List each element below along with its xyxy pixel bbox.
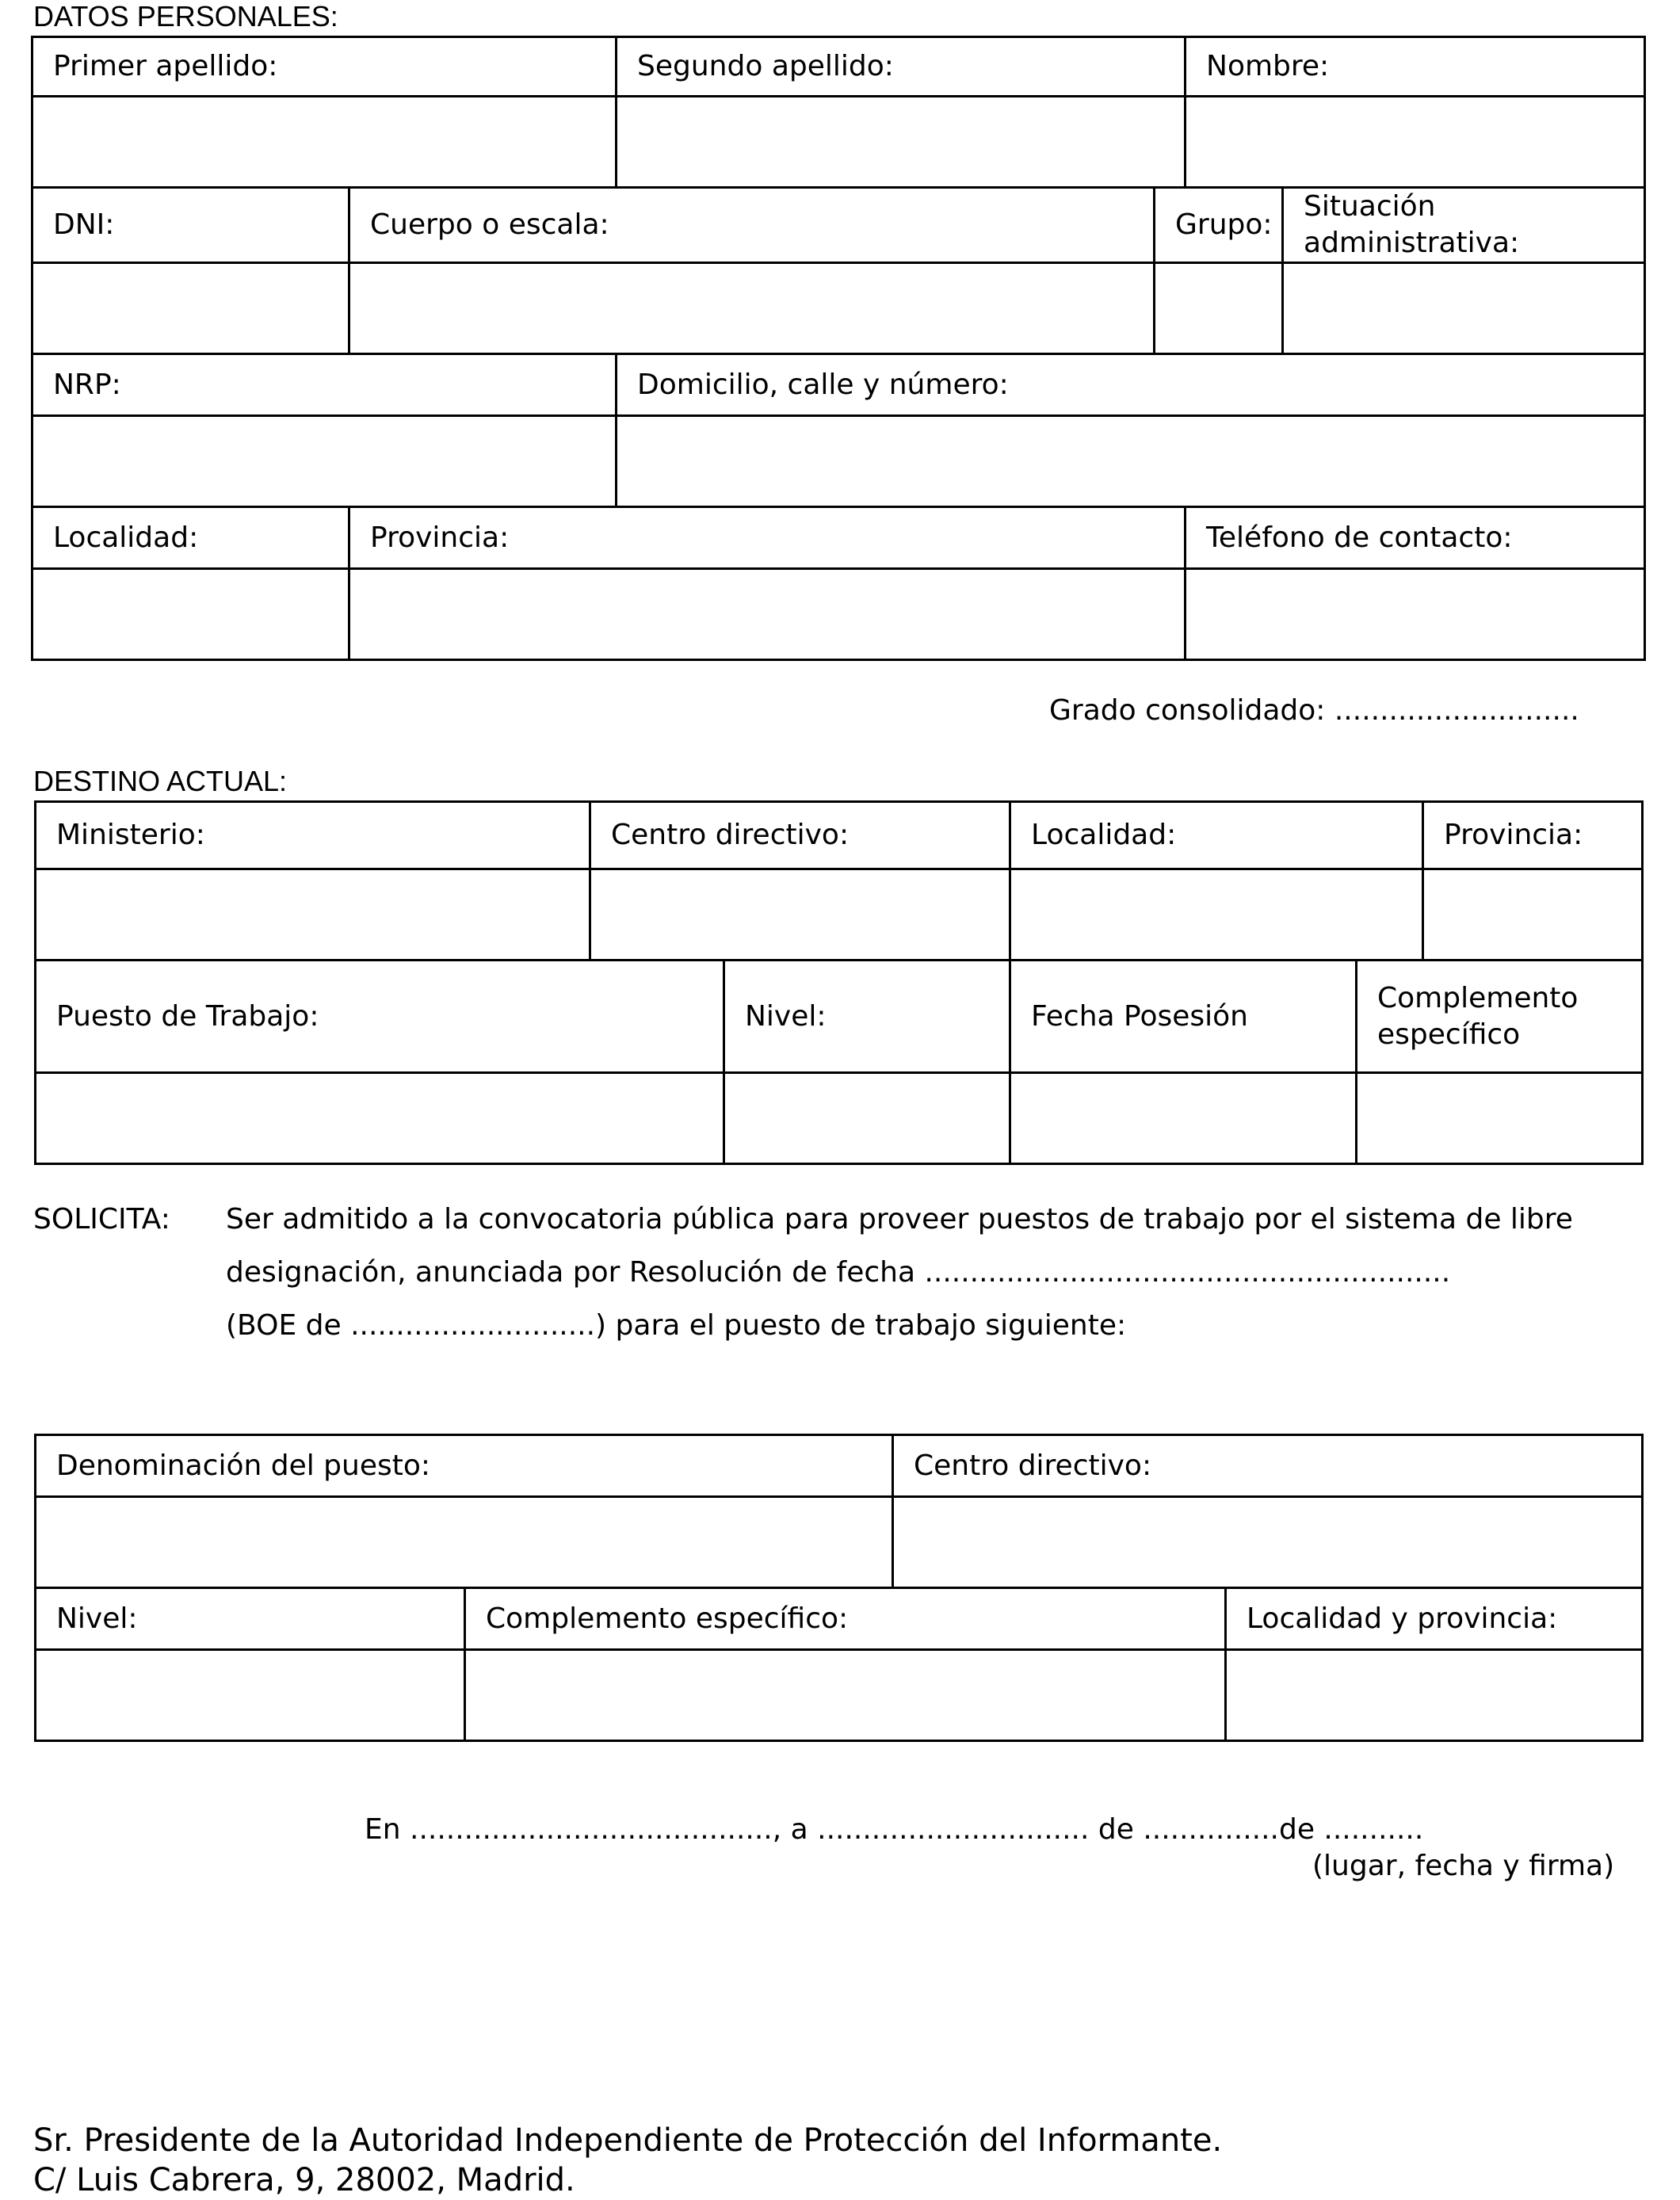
fecha-posesion-label: Fecha Posesión: [1010, 961, 1357, 1073]
localidad-provincia-label: Localidad y provincia:: [1226, 1588, 1643, 1650]
destino-actual-table: [34, 800, 1644, 1165]
segundo-apellido-label: Segundo apellido:: [617, 37, 1186, 97]
puesto-solicitado-table: [34, 1434, 1644, 1742]
provincia-actual-field[interactable]: [1423, 869, 1643, 961]
segundo-apellido-field[interactable]: [617, 97, 1186, 188]
denominacion-puesto-field[interactable]: [36, 1497, 893, 1588]
nivel-solicitado-label: Nivel:: [36, 1588, 465, 1650]
puesto-trabajo-field[interactable]: [36, 1073, 724, 1164]
localidad-actual-field[interactable]: [1010, 869, 1423, 961]
localidad-field[interactable]: [32, 569, 349, 660]
solicita-line-1: Ser admitido a la convocatoria pública para proveer puestos de trabajo por el sistema de libre: [226, 1203, 1573, 1236]
localidad-label: Localidad:: [32, 507, 349, 569]
nivel-actual-label: Nivel:: [724, 961, 1010, 1073]
dni-label: DNI:: [32, 188, 349, 263]
provincia-actual-label: Provincia:: [1423, 802, 1643, 869]
localidad-actual-label: Localidad:: [1010, 802, 1423, 869]
cuerpo-escala-label: Cuerpo o escala:: [349, 188, 1155, 263]
centro-directivo-solicitado-field[interactable]: [893, 1497, 1643, 1588]
centro-directivo-label: Centro directivo:: [590, 802, 1010, 869]
situacion-administrativa-field[interactable]: [1283, 263, 1645, 354]
telefono-field[interactable]: [1186, 569, 1645, 660]
nivel-solicitado-field[interactable]: [36, 1650, 465, 1741]
destino-actual-title: DESTINO ACTUAL:: [33, 765, 288, 797]
provincia-field[interactable]: [349, 569, 1186, 660]
footer-line-1: Sr. Presidente de la Autoridad Independiente de Protección del Informante.: [33, 2122, 1223, 2159]
cuerpo-escala-field[interactable]: [349, 263, 1155, 354]
complemento-solicitado-label: Complemento específico:: [465, 1588, 1226, 1650]
nombre-field[interactable]: [1186, 97, 1645, 188]
firma-line: En ........................................, a .............................. de ...............de ...........: [365, 1813, 1424, 1846]
ministerio-field[interactable]: [36, 869, 590, 961]
denominacion-puesto-label: Denominación del puesto:: [36, 1435, 893, 1497]
centro-directivo-field[interactable]: [590, 869, 1010, 961]
puesto-trabajo-label: Puesto de Trabajo:: [36, 961, 724, 1073]
primer-apellido-label: Primer apellido:: [32, 37, 617, 97]
situacion-administrativa-label: Situación administrativa:: [1283, 188, 1645, 263]
solicita-line-3: (BOE de ...........................) para el puesto de trabajo siguiente:: [226, 1309, 1127, 1342]
fecha-posesion-field[interactable]: [1010, 1073, 1357, 1164]
provincia-label: Provincia:: [349, 507, 1186, 569]
footer-line-2: C/ Luis Cabrera, 9, 28002, Madrid.: [33, 2162, 575, 2198]
telefono-label: Teléfono de contacto:: [1186, 507, 1645, 569]
nombre-label: Nombre:: [1186, 37, 1645, 97]
solicita-label: SOLICITA:: [33, 1203, 170, 1236]
domicilio-label: Domicilio, calle y número:: [617, 354, 1645, 416]
datos-personales-title: DATOS PERSONALES:: [33, 0, 338, 32]
nrp-field[interactable]: [32, 416, 617, 507]
grupo-label: Grupo:: [1155, 188, 1283, 263]
complemento-actual-label: Complemento específico: [1357, 961, 1643, 1073]
nivel-actual-field[interactable]: [724, 1073, 1010, 1164]
grado-consolidado: Grado consolidado: ...........................: [1049, 694, 1579, 727]
datos-personales-table: [31, 36, 1646, 661]
domicilio-field[interactable]: [617, 416, 1645, 507]
centro-directivo-solicitado-label: Centro directivo:: [893, 1435, 1643, 1497]
nrp-label: NRP:: [32, 354, 617, 416]
solicita-line-2: designación, anunciada por Resolución de fecha ..........................................................: [226, 1256, 1451, 1289]
complemento-solicitado-field[interactable]: [465, 1650, 1226, 1741]
dni-field[interactable]: [32, 263, 349, 354]
ministerio-label: Ministerio:: [36, 802, 590, 869]
primer-apellido-field[interactable]: [32, 97, 617, 188]
complemento-actual-field[interactable]: [1357, 1073, 1643, 1164]
localidad-provincia-field[interactable]: [1226, 1650, 1643, 1741]
firma-caption: (lugar, fecha y firma): [1312, 1850, 1615, 1882]
grupo-field[interactable]: [1155, 263, 1283, 354]
